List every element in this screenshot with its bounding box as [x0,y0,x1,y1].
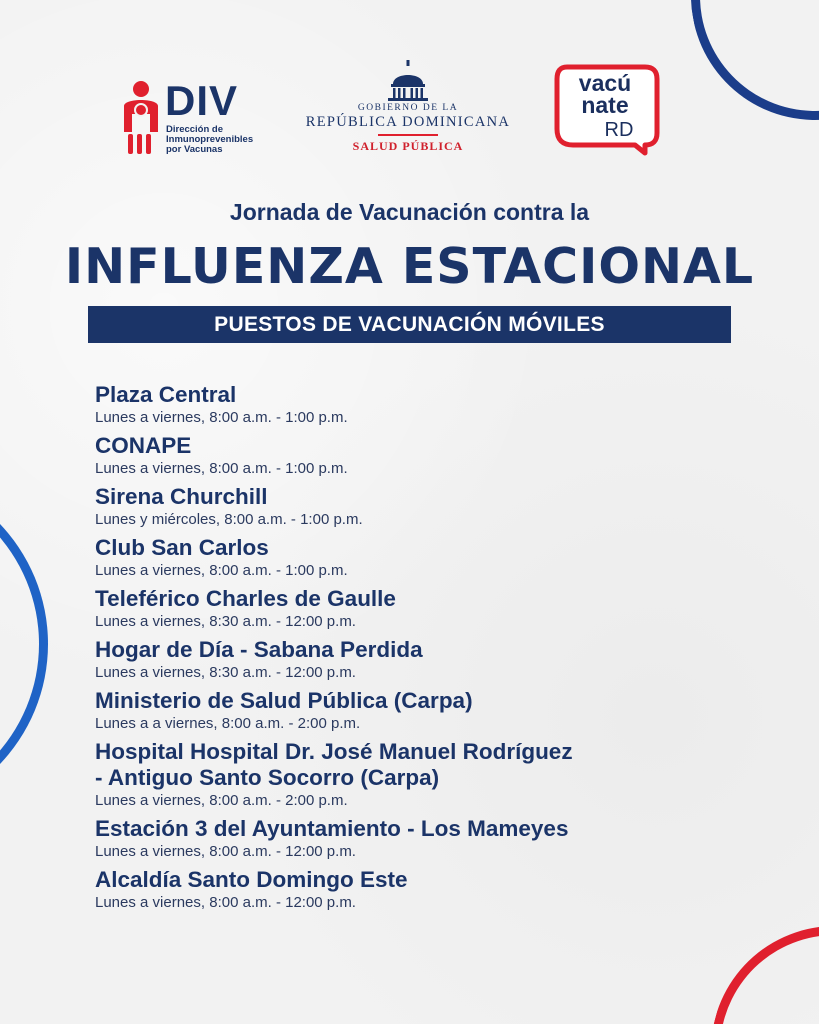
list-item [95,433,715,478]
decorative-arc-top-right [671,0,819,140]
location-hours: Lunes a viernes, 8:30 a.m. - 12:00 p.m. [95,664,356,681]
family-vaccine-icon [118,80,164,156]
page-title: INFLUENZA ESTACIONAL [64,238,755,295]
list-item [95,739,715,810]
location-name-line1: Hospital Hospital Dr. José Manuel Rodríguez [95,739,573,764]
location-name: Alcaldía Santo Domingo Este [95,867,408,892]
location-hours: Lunes a viernes, 8:00 a.m. - 1:00 p.m. [95,460,348,477]
location-hours: Lunes a viernes, 8:00 a.m. - 1:00 p.m. [95,562,348,579]
location-name: Teleférico Charles de Gaulle [95,586,396,611]
location-hours: Lunes a a viernes, 8:00 a.m. - 2:00 p.m. [95,715,361,732]
location-hours: Lunes a viernes, 8:00 a.m. - 1:00 p.m. [95,409,348,426]
div-acronym: DIV [165,77,239,124]
gobierno-line1: GOBIERNO DE LA [357,103,459,113]
page-subtitle: Jornada de Vacunación contra la [229,199,590,225]
decorative-arc-left [0,470,48,818]
location-name: Hogar de Día - Sabana Perdida [95,637,423,662]
list-item [95,484,715,529]
vacunate-text [553,72,657,116]
location-name: CONAPE [95,433,192,458]
location-name: Ministerio de Salud Pública (Carpa) [95,688,473,713]
location-hours: Lunes a viernes, 8:00 a.m. - 12:00 p.m. [95,894,356,911]
div-subtitle-line2: Inmunoprevenibles [166,134,254,145]
location-name: Sirena Churchill [95,484,268,509]
section-banner [88,306,731,343]
list-item [95,382,715,427]
div-subtitle-line1: Dirección de [166,124,224,135]
location-name: Plaza Central [95,382,237,407]
gobierno-logo [300,60,516,160]
location-hours: Lunes a viernes, 8:00 a.m. - 2:00 p.m. [95,792,348,809]
list-item [95,816,715,861]
gobierno-line2: REPÚBLICA DOMINICANA [305,114,511,130]
div-subtitle [166,125,276,155]
div-subtitle-line3: por Vacunas [166,144,223,155]
location-name: Club San Carlos [95,535,269,560]
locations-list [95,382,715,918]
gobierno-line3: SALUD PÚBLICA [352,139,464,153]
location-hours: Lunes y miércoles, 8:00 a.m. - 1:00 p.m. [95,511,363,528]
location-hours: Lunes a viernes, 8:00 a.m. - 12:00 p.m. [95,843,356,860]
vacunate-line1: vacú [578,70,632,96]
location-hours: Lunes a viernes, 8:30 a.m. - 12:00 p.m. [95,613,356,630]
vacunate-line2: nate [581,92,629,118]
vacunate-rd: RD [604,119,634,141]
location-name-line2: - Antiguo Santo Socorro (Carpa) [95,765,440,790]
list-item [95,535,715,580]
gobierno-divider [378,134,438,136]
div-logo [118,77,268,160]
vacunate-logo [553,63,663,159]
location-name: Estación 3 del Ayuntamiento - Los Mameyes [95,816,569,841]
banner-label: PUESTOS DE VACUNACIÓN MÓVILES [214,313,605,336]
list-item [95,637,715,682]
list-item [95,688,715,733]
list-item [95,586,715,631]
dome-icon [383,60,433,102]
list-item [95,867,715,912]
